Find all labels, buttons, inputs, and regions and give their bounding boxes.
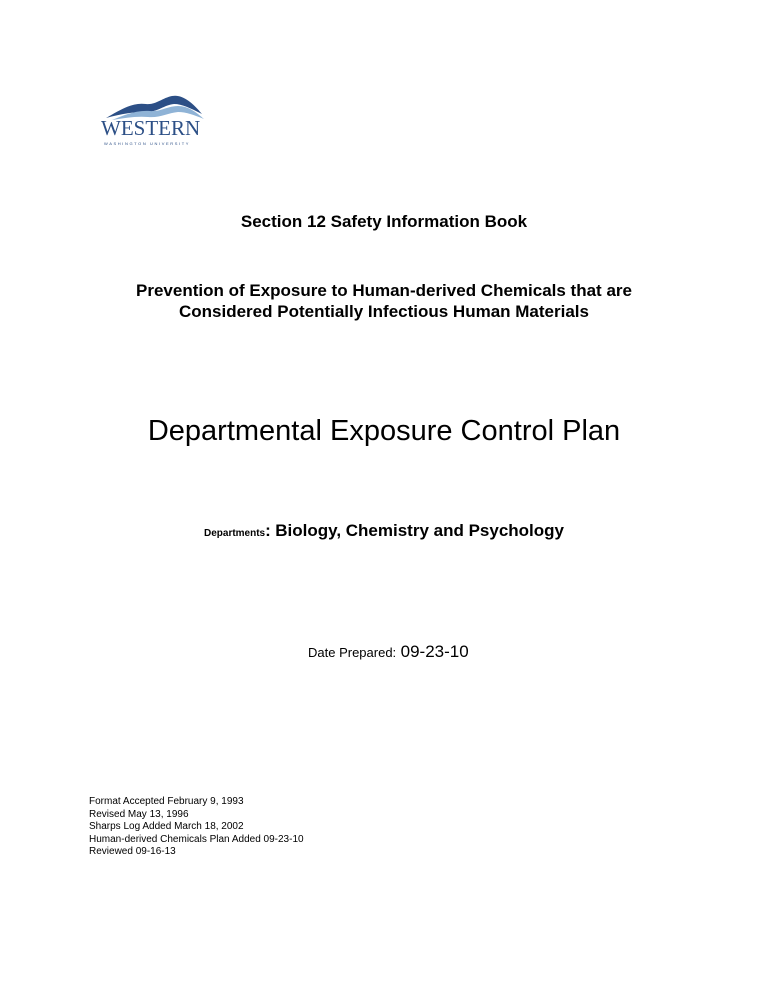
history-item: Format Accepted February 9, 1993 [89,796,244,807]
subtitle-line: Considered Potentially Infectious Human Materials [179,302,589,321]
history-item: Human-derived Chemicals Plan Added 09-23-10 [89,833,304,845]
date-value: 09-23-10 [400,642,469,661]
history-item: Revised May 13, 1996 [89,808,189,820]
date-label: Date Prepared: [308,645,397,660]
section-title: Section 12 Safety Information Book [240,212,528,231]
document-subtitle [0,280,768,322]
logo-subtitle: WASHINGTON UNIVERSITY [104,141,191,146]
logo-wordmark: WESTERN [101,116,201,140]
departments-colon: : [265,521,271,540]
revision-history [89,796,304,859]
page-title: Departmental Exposure Control Plan [147,415,621,447]
departments-line [0,521,768,541]
history-item: Sharps Log Added March 18, 2002 [89,821,244,832]
history-item: Reviewed 09-16-13 [89,846,176,857]
date-prepared [308,642,469,662]
university-logo [98,92,208,154]
departments-label: Departments [203,528,266,539]
subtitle-line: Prevention of Exposure to Human-derived Chemicals that are [136,281,632,300]
departments-value: Biology, Chemistry and Psychology [275,521,564,540]
